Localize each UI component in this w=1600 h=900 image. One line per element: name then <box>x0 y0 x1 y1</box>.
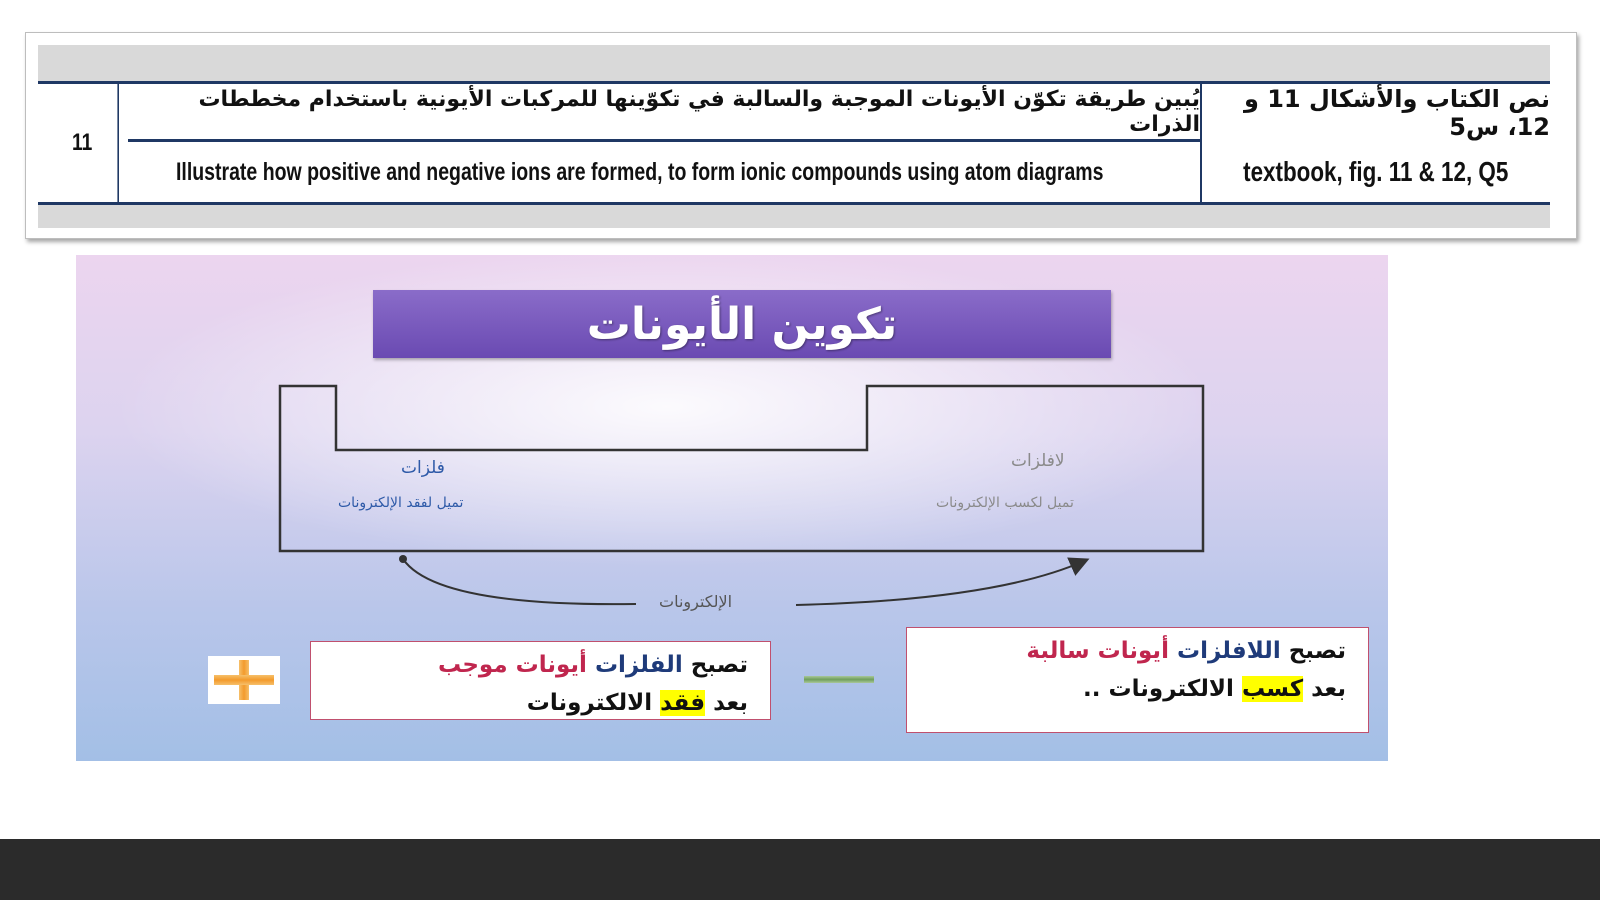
box-word: الالكترونات <box>526 690 653 716</box>
box-word-metals: الفلزات <box>594 652 683 678</box>
box-word: بعد <box>713 690 748 716</box>
objective-number: 11 <box>47 84 119 202</box>
reference-arabic: نص الكتاب والأشكال 11 و 12، س5 <box>1243 85 1550 141</box>
negative-ion-box <box>906 627 1369 733</box>
nonmetals-label: لافلزات <box>1011 451 1065 471</box>
metals-label: فلزات <box>401 458 445 478</box>
slide-ion-formation <box>76 255 1388 761</box>
box-word-negative-ions: أيونات سالبة <box>1026 638 1169 664</box>
objective-text-english-label: Illustrate how positive and negative ions are formed, to form ionic compounds using atom diagrams <box>176 157 1104 186</box>
box-word: الالكترونات .. <box>1083 676 1234 702</box>
footer-bar <box>0 839 1600 900</box>
slide-title: تكوين الأيونات <box>373 290 1111 358</box>
objective-text-english <box>128 142 1200 202</box>
nonmetals-description: تميل لكسب الإلكترونات <box>936 495 1074 511</box>
box-word: تصبح <box>1288 638 1346 664</box>
minus-icon <box>804 676 874 683</box>
table-bottom-band <box>38 205 1550 228</box>
objective-row <box>38 81 1550 205</box>
box-word: بعد <box>1311 676 1346 702</box>
reference-english-label: textbook, fig. 11 & 12, Q5 <box>1243 156 1509 187</box>
plus-icon <box>208 656 280 704</box>
objective-table <box>25 32 1577 239</box>
electron-arrow-icon <box>403 559 636 604</box>
box-word-positive-ions: أيونات موجب <box>438 652 587 678</box>
box-word: تصبح <box>690 652 748 678</box>
electrons-label: الإلكترونات <box>659 592 733 611</box>
metals-description: تميل لفقد الإلكترونات <box>338 495 464 511</box>
highlight-lose: فقد <box>660 690 706 716</box>
positive-ion-box <box>310 641 771 720</box>
box-word-nonmetals: اللافلزات <box>1176 638 1281 664</box>
highlight-gain: كسب <box>1241 676 1304 702</box>
objective-text-arabic: يُبين طريقة تكوّن الأيونات الموجبة والسالبة في تكوّينها للمركبات الأيونية باستخدام مخططات الذرات <box>128 84 1200 142</box>
reference-english <box>1210 142 1541 202</box>
table-top-band <box>38 45 1550 81</box>
reference-cell <box>1200 84 1550 202</box>
